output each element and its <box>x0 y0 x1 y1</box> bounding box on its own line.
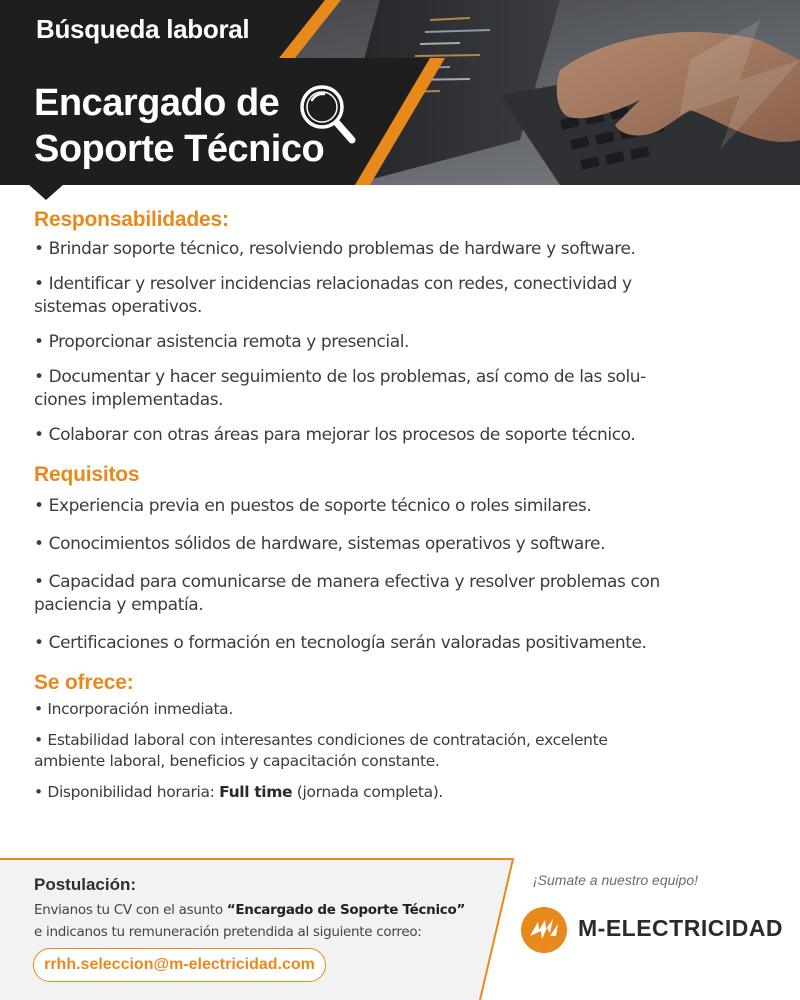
section-se-ofrece <box>34 671 734 803</box>
list-item: • Experiencia previa en puestos de soporte técnico o roles similares. <box>34 496 592 516</box>
list-item: • Proporcionar asistencia remota y presencial. <box>34 332 410 352</box>
postulacion-subject: “Encargado de Soporte Técnico” <box>226 902 466 918</box>
email-link[interactable]: rrhh.seleccion@m-electricidad.com <box>33 948 326 982</box>
list-item: • Documentar y hacer seguimiento de los problemas, así como de las solu- <box>34 367 646 387</box>
list-item: • Capacidad para comunicarse de manera efectiva y resolver problemas con <box>34 572 660 592</box>
list-item: • Colaborar con otras áreas para mejorar los procesos de soporte técnico. <box>34 425 636 445</box>
job-title-line1: Encargado de <box>34 82 280 124</box>
list-item: • Conocimientos sólidos de hardware, sistemas operativos y software. <box>34 534 606 554</box>
slogan: ¡Sumate a nuestro equipo! <box>533 872 698 888</box>
postulacion-title: Postulación: <box>34 875 137 894</box>
kicker-label: Búsqueda laboral <box>36 14 250 44</box>
disp-bold: Full time <box>219 783 293 801</box>
lightning-logo-icon <box>520 906 568 954</box>
magnifier-icon <box>298 82 358 148</box>
list-item: • Incorporación inmediata. <box>34 700 233 718</box>
section-title-responsabilidades: Responsabilidades: <box>34 208 229 231</box>
postulacion-line1 <box>34 899 474 921</box>
section-responsabilidades <box>34 208 734 447</box>
list-item-cont: paciencia y empatía. <box>34 595 204 615</box>
list-item: • Brindar soporte técnico, resolviendo problemas de hardware y software. <box>34 239 636 259</box>
section-title-requisitos: Requisitos <box>34 463 140 486</box>
list-item-cont: sistemas operativos. <box>34 297 202 317</box>
section-title-se-ofrece: Se ofrece: <box>34 671 134 694</box>
list-item: • Certificaciones o formación en tecnología serán valoradas positivamente. <box>34 633 647 653</box>
job-title-line2: Soporte Técnico <box>34 128 325 170</box>
header-text <box>0 0 800 200</box>
postulacion-text <box>34 899 474 943</box>
list-item-disponibilidad <box>34 782 734 803</box>
section-requisitos <box>34 463 734 655</box>
list-item: • Estabilidad laboral con interesantes condiciones de contratación, excelente <box>34 731 608 749</box>
postulacion-line2: e indicanos tu remuneración pretendida al siguiente correo: <box>34 924 422 940</box>
list-item-cont: ambiente laboral, beneficios y capacitación constante. <box>34 752 440 770</box>
job-title <box>34 80 324 172</box>
postulacion-line1-prefix: Envianos tu CV con el asunto <box>34 902 227 918</box>
disp-prefix: • Disponibilidad horaria: <box>34 783 220 801</box>
disp-suffix: (jornada completa). <box>292 783 444 801</box>
list-item-cont: ciones implementadas. <box>34 390 224 410</box>
list-item: • Identificar y resolver incidencias relacionadas con redes, conectividad y <box>34 274 632 294</box>
content <box>34 208 734 803</box>
brand-name: M-ELECTRICIDAD <box>578 915 784 941</box>
